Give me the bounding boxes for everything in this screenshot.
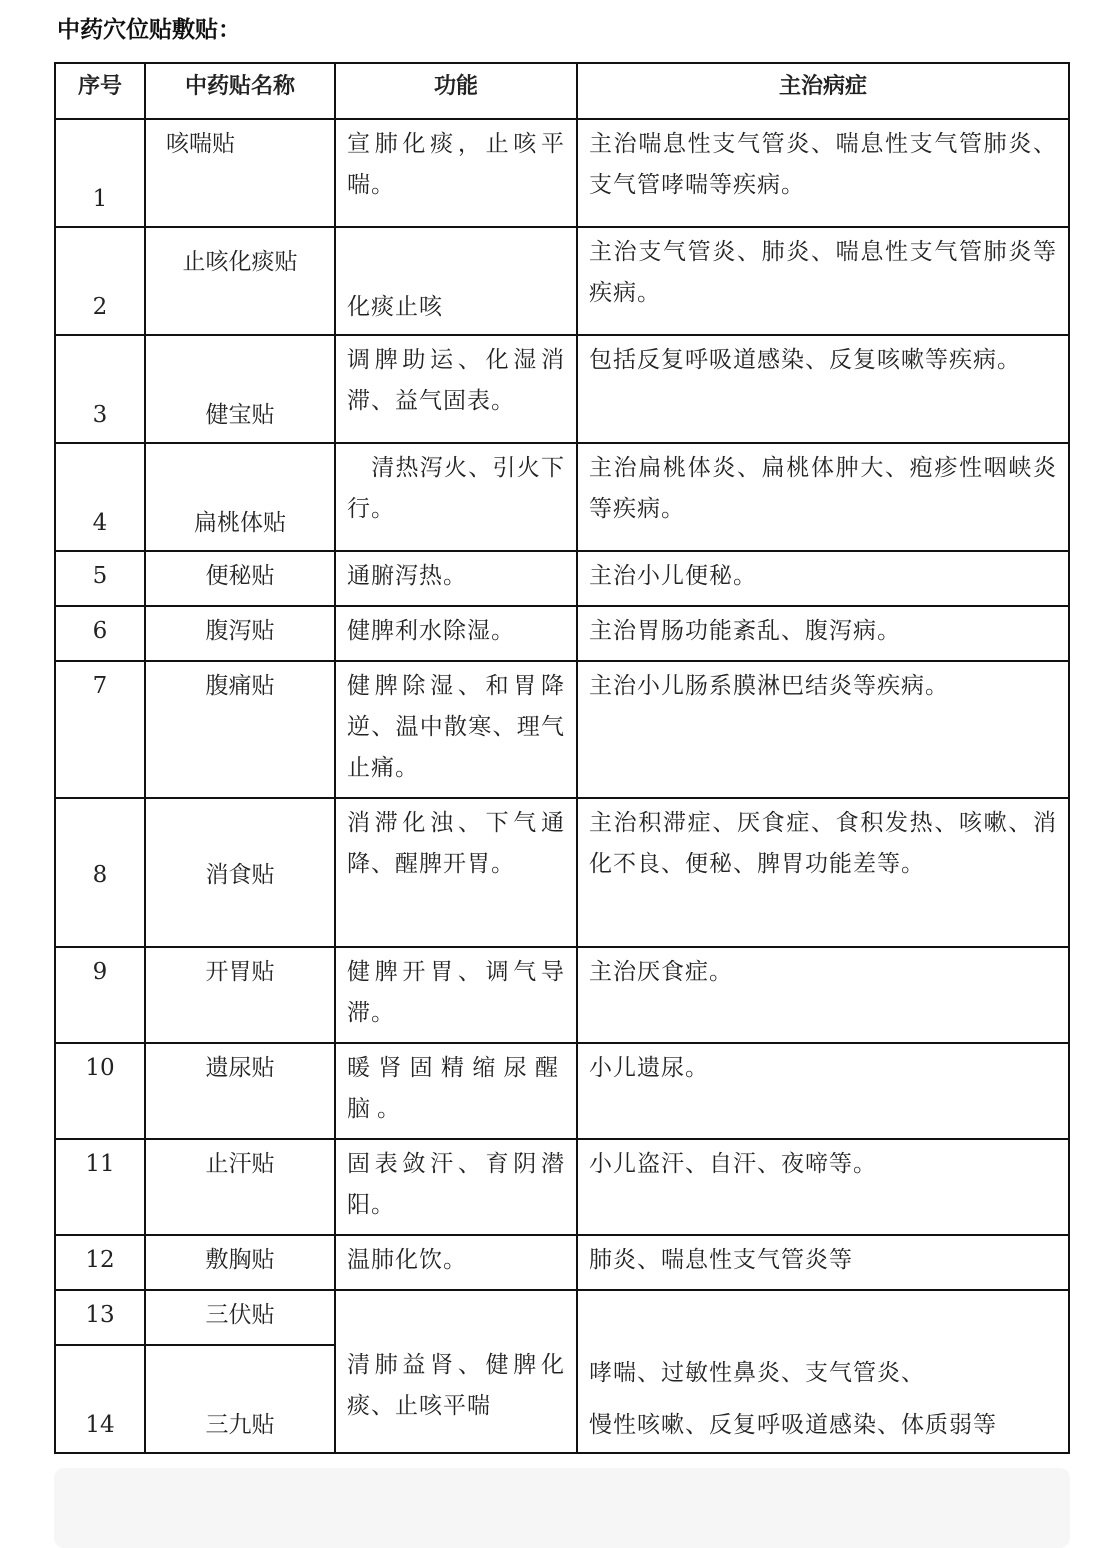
row-disease: [577, 1290, 1069, 1453]
row-disease: 主治支气管炎、肺炎、喘息性支气管肺炎等疾病。: [577, 227, 1069, 335]
row-no: 12: [55, 1235, 145, 1290]
row-function: 清肺益肾、健脾化痰、止咳平喘: [335, 1290, 577, 1453]
table-row: [55, 1043, 1069, 1139]
row-disease: 主治厌食症。: [577, 947, 1069, 1043]
row-disease: 肺炎、喘息性支气管炎等: [577, 1235, 1069, 1290]
row-function: 健脾除湿、和胃降逆、温中散寒、理气止痛。: [335, 661, 577, 798]
row-no: 5: [55, 551, 145, 606]
row-disease: 小儿遗尿。: [577, 1043, 1069, 1139]
row-function: 宣肺化痰，止咳平喘。: [335, 119, 577, 227]
row-name: 咳喘贴: [145, 119, 335, 227]
row-no: 2: [55, 227, 145, 335]
row-name: 遗尿贴: [145, 1043, 335, 1139]
row-function: 调脾助运、化湿消滞、益气固表。: [335, 335, 577, 443]
row-name: 便秘贴: [145, 551, 335, 606]
herbal-patch-table: [54, 62, 1070, 1454]
table-row: [55, 1139, 1069, 1235]
comment-box: [54, 1468, 1070, 1548]
row-function: 清热泻火、引火下行。: [335, 443, 577, 551]
row-function: 固表敛汗、育阴潜阳。: [335, 1139, 577, 1235]
row-function: 健脾开胃、调气导滞。: [335, 947, 577, 1043]
row-name: 止咳化痰贴: [145, 227, 335, 335]
row-name: 三九贴: [145, 1345, 335, 1453]
row-name: 三伏贴: [145, 1290, 335, 1345]
table-header-row: [55, 63, 1069, 119]
row-no: 13: [55, 1290, 145, 1345]
row-disease: 包括反复呼吸道感染、反复咳嗽等疾病。: [577, 335, 1069, 443]
table-row: [55, 1290, 1069, 1345]
row-disease: 主治扁桃体炎、扁桃体肿大、疱疹性咽峡炎等疾病。: [577, 443, 1069, 551]
table-row: [55, 661, 1069, 798]
table-row: [55, 798, 1069, 947]
row-no: 11: [55, 1139, 145, 1235]
row-name: 止汗贴: [145, 1139, 335, 1235]
row-disease: 主治喘息性支气管炎、喘息性支气管肺炎、支气管哮喘等疾病。: [577, 119, 1069, 227]
table-row: [55, 606, 1069, 661]
row-name: 腹泻贴: [145, 606, 335, 661]
table-row: [55, 947, 1069, 1043]
row-name: 开胃贴: [145, 947, 335, 1043]
row-no: 10: [55, 1043, 145, 1139]
header-disease: 主治病症: [577, 63, 1069, 119]
row-function: 暖肾固精缩尿醒脑。: [335, 1043, 577, 1139]
row-function: 消滞化浊、下气通降、醒脾开胃。: [335, 798, 577, 947]
row-no: 8: [55, 798, 145, 947]
row-disease: 主治胃肠功能紊乱、腹泻病。: [577, 606, 1069, 661]
row-disease: 小儿盗汗、自汗、夜啼等。: [577, 1139, 1069, 1235]
row-function: 温肺化饮。: [335, 1235, 577, 1290]
row-disease: 主治小儿便秘。: [577, 551, 1069, 606]
table-row: [55, 227, 1069, 335]
row-name: 敷胸贴: [145, 1235, 335, 1290]
disease-line-1: 哮喘、过敏性鼻炎、支气管炎、: [589, 1360, 925, 1386]
row-function: 化痰止咳: [335, 227, 577, 335]
row-name: 腹痛贴: [145, 661, 335, 798]
row-no: 1: [55, 119, 145, 227]
table-row: [55, 1235, 1069, 1290]
row-no: 6: [55, 606, 145, 661]
row-no: 3: [55, 335, 145, 443]
row-disease: 主治积滞症、厌食症、食积发热、咳嗽、消化不良、便秘、脾胃功能差等。: [577, 798, 1069, 947]
row-name: 健宝贴: [145, 335, 335, 443]
disease-line-2: 慢性咳嗽、反复呼吸道感染、体质弱等: [589, 1412, 997, 1438]
row-no: 4: [55, 443, 145, 551]
row-no: 7: [55, 661, 145, 798]
table-row: [55, 443, 1069, 551]
table-row: [55, 119, 1069, 227]
header-function: 功能: [335, 63, 577, 119]
header-name: 中药贴名称: [145, 63, 335, 119]
row-function: 通腑泻热。: [335, 551, 577, 606]
table-row: [55, 335, 1069, 443]
row-no: 9: [55, 947, 145, 1043]
row-disease: 主治小儿肠系膜淋巴结炎等疾病。: [577, 661, 1069, 798]
page-title: 中药穴位贴敷贴：: [57, 17, 241, 43]
row-name: 消食贴: [145, 798, 335, 947]
row-no: 14: [55, 1345, 145, 1453]
row-name: 扁桃体贴: [145, 443, 335, 551]
row-function: 健脾利水除湿。: [335, 606, 577, 661]
header-no: 序号: [55, 63, 145, 119]
table-row: [55, 551, 1069, 606]
